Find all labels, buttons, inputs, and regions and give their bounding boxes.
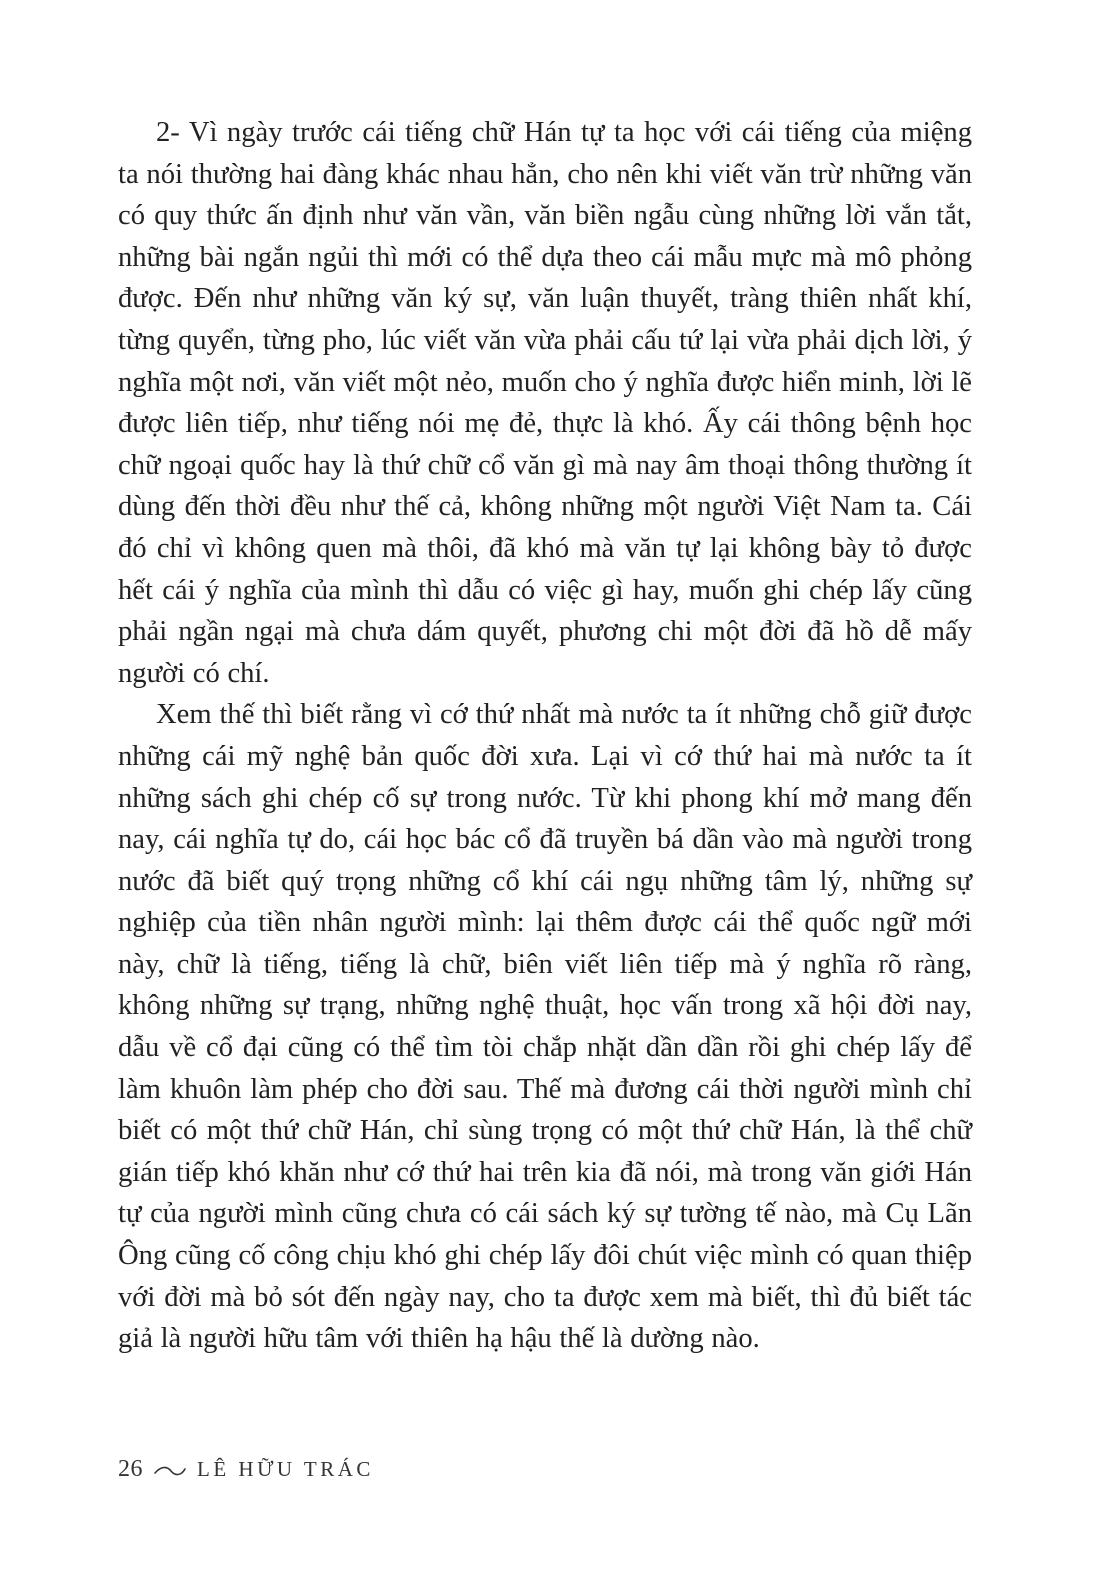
paragraph-1: 2- Vì ngày trước cái tiếng chữ Hán tự ta học với cái tiếng của miệng ta nói thường hai đàng khác nhau hẳn, cho nên khi viết văn trừ những văn có quy thức ấn định như văn vần, văn biền ngẫu cùng những lời vắn tắt, những bài ngắn ngủi thì mới có thể dựa theo cái mẫu mực mà mô phỏng được. Đến như những văn ký sự, văn luận thuyết, tràng thiên nhất khí, từng quyển, từng pho, lúc viết văn vừa phải cấu tứ lại vừa phải dịch lời, ý nghĩa một nơi, văn viết một nẻo, muốn cho ý nghĩa được hiển minh, lời lẽ được liên tiếp, như tiếng nói mẹ đẻ, thực là khó. Ấy cái thông bệnh học chữ ngoại quốc hay là thứ chữ cổ văn gì mà nay âm thoại thông thường ít dùng đến thời đều như thế cả, không những một người Việt Nam ta. Cái đó chỉ vì không quen mà thôi, đã khó mà văn tự lại không bày tỏ được hết cái ý nghĩa của mình thì dẫu có việc gì hay, muốn ghi chép lấy cũng phải ngần ngại mà chưa dám quyết, phương chi một đời đã hồ dễ mấy người có chí.	[118, 117, 972, 689]
paragraph-2: Xem thế thì biết rằng vì cớ thứ nhất mà nước ta ít những chỗ giữ được những cái mỹ nghệ bản quốc đời xưa. Lại vì cớ thứ hai mà nước ta ít những sách ghi chép cố sự trong nước. Từ khi phong khí mở mang đến nay, cái nghĩa tự do, cái học bác cổ đã truyền bá dần vào mà người trong nước đã biết quý trọng những cổ khí cái ngụ những tâm lý, những sự nghiệp của tiền nhân người mình: lại thêm được cái thể quốc ngữ mới này, chữ là tiếng, tiếng là chữ, biên viết liên tiếp mà ý nghĩa rõ ràng, không những sự trạng, những nghệ thuật, học vấn trong xã hội đời nay, dẫu về cổ đại cũng có thể tìm tòi chắp nhặt dần dần rồi ghi chép lấy để làm khuôn làm phép cho đời sau. Thế mà đương cái thời người mình chỉ biết có một thứ chữ Hán, chỉ sùng trọng có một thứ chữ Hán, là thể chữ gián tiếp khó khăn như cớ thứ hai trên kia đã nói, mà trong văn giới Hán tự của người mình cũng chưa có cái sách ký sự tường tế nào, mà Cụ Lãn Ông cũng cố công chịu khó ghi chép lấy đôi chút việc mình có quan thiệp với đời mà bỏ sót đến ngày nay, cho ta được xem mà biết, thì đủ biết tác giả là người hữu tâm với thiên hạ hậu thế là dường nào.	[118, 699, 972, 1355]
running-author: LÊ HỮU TRÁC	[197, 1456, 374, 1481]
page-number: 26	[118, 1455, 143, 1482]
body-text	[118, 112, 972, 1360]
page-footer	[118, 1454, 374, 1484]
tilde-ornament-icon	[153, 1464, 187, 1478]
